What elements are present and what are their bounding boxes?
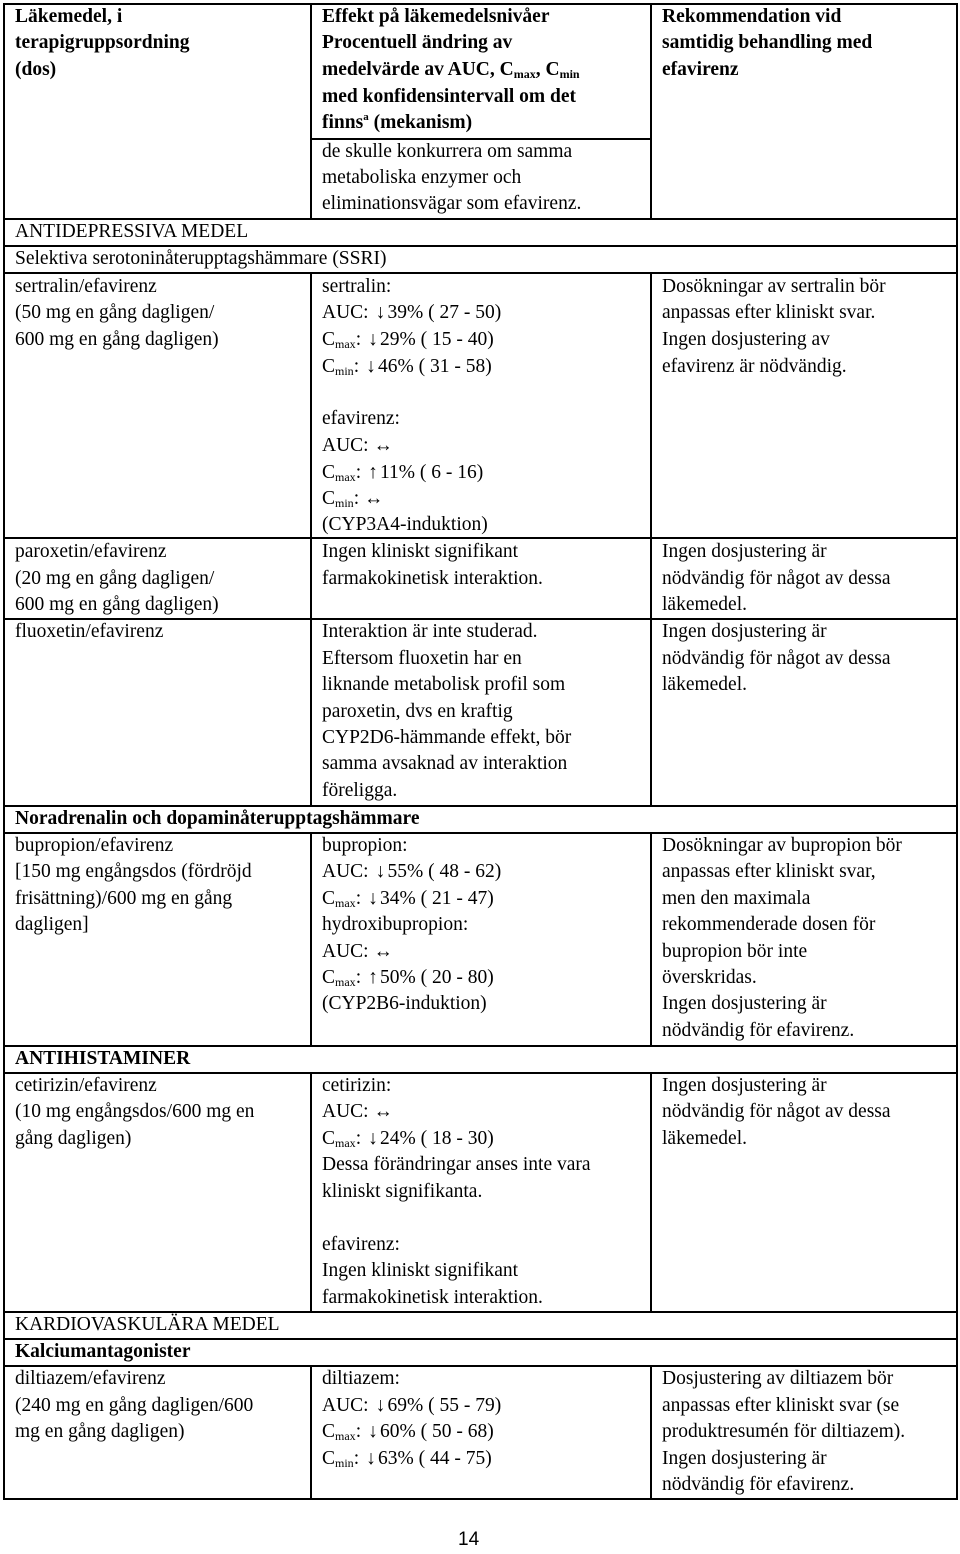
- section-heading-ssri: Selektiva serotoninåterupptagshämmare (SSRI): [15, 248, 387, 269]
- recommendation: anpassas efter kliniskt svar,: [662, 861, 876, 882]
- header-text: efavirenz: [662, 59, 739, 80]
- effect-text: paroxetin, dvs en kraftig: [322, 701, 513, 722]
- effect-text: Eftersom fluoxetin har en: [322, 648, 522, 669]
- drug-name: paroxetin/efavirenz: [15, 541, 167, 562]
- col-divider-1: [310, 3, 312, 220]
- recommendation: nödvändig för något av dessa: [662, 648, 891, 669]
- arrow-both-icon: ↔: [373, 435, 393, 456]
- drug-name: sertralin/efavirenz: [15, 276, 157, 297]
- col-divider-2: [650, 272, 652, 807]
- drug-dose: (20 mg en gång dagligen/: [15, 568, 215, 589]
- effect-cmax: $C_{max}$: ↑ 50% ( 20 - 80): [322, 965, 494, 992]
- drug-dose: [150 mg engångsdos (fördröjd: [15, 861, 252, 882]
- recommendation: nödvändig för efavirenz.: [662, 1474, 855, 1495]
- effect-label: bupropion:: [322, 835, 408, 856]
- effect-auc: AUC: ↓ 55% ( 48 - 62): [322, 859, 501, 886]
- recommendation: Ingen dosjustering av: [662, 329, 830, 350]
- arrow-both-icon: ↔: [373, 1101, 393, 1122]
- arrow-both-icon: ↔: [363, 488, 384, 509]
- arrow-down-icon: ↓: [375, 302, 386, 323]
- section-heading-antihistaminer: ANTIHISTAMINER: [15, 1048, 191, 1069]
- continuation-text: eliminationsvägar som efavirenz.: [322, 193, 582, 214]
- effect-mechanism: (CYP3A4-induktion): [322, 514, 488, 535]
- col-divider-2: [650, 832, 652, 1047]
- effect-label: cetirizin:: [322, 1075, 392, 1096]
- recommendation: efavirenz är nödvändig.: [662, 356, 847, 377]
- effect-text: CYP2D6-hämmande effekt, bör: [322, 727, 572, 748]
- arrow-down-icon: ↓: [368, 888, 378, 909]
- drug-dose: 600 mg en gång dagligen): [15, 329, 219, 350]
- arrow-both-icon: ↔: [373, 941, 393, 962]
- effect-text: Dessa förändringar anses inte vara: [322, 1154, 591, 1175]
- effect-label: efavirenz:: [322, 408, 400, 429]
- header-text: Läkemedel, i: [15, 6, 123, 27]
- recommendation: Ingen dosjustering är: [662, 541, 827, 562]
- recommendation: nödvändig för något av dessa: [662, 568, 891, 589]
- effect-text: Ingen kliniskt signifikant: [322, 1260, 519, 1281]
- effect-label: hydroxibupropion:: [322, 914, 469, 935]
- effect-cmax: $C_{max}$: ↑ 11% ( 6 - 16): [322, 460, 483, 487]
- col-divider-1: [310, 1365, 312, 1500]
- effect-text: liknande metabolisk profil som: [322, 674, 566, 695]
- recommendation: läkemedel.: [662, 1128, 747, 1149]
- page-number: 14: [458, 1529, 480, 1550]
- arrow-down-icon: ↓: [375, 1395, 386, 1416]
- recommendation: rekommenderade dosen för: [662, 914, 876, 935]
- drug-name: diltiazem/efavirenz: [15, 1368, 166, 1389]
- header-text: Rekommendation vid: [662, 6, 842, 27]
- recommendation: produktresumén för diltiazem).: [662, 1421, 906, 1442]
- effect-cmin: $C_{min}$: ↓ 46% ( 31 - 58): [322, 354, 492, 381]
- recommendation: nödvändig för något av dessa: [662, 1101, 891, 1122]
- recommendation: Ingen dosjustering är: [662, 1075, 827, 1096]
- effect-cmax: $C_{max}$: ↓ 60% ( 50 - 68): [322, 1419, 494, 1446]
- section-heading-kardiovaskulara: KARDIOVASKULÄRA MEDEL: [15, 1314, 280, 1335]
- arrow-down-icon: ↓: [375, 861, 386, 882]
- arrow-down-icon: ↓: [368, 1128, 378, 1149]
- effect-cmax: $C_{max}$: ↓ 34% ( 21 - 47): [322, 886, 494, 913]
- header-text: terapigruppsordning: [15, 32, 190, 53]
- recommendation: överskridas.: [662, 967, 757, 988]
- effect-text: farmakokinetisk interaktion.: [322, 568, 543, 589]
- arrow-up-icon: ↑: [368, 967, 378, 988]
- arrow-down-icon: ↓: [368, 329, 378, 350]
- drug-dose: 600 mg en gång dagligen): [15, 594, 219, 615]
- effect-auc: AUC: ↓ 39% ( 27 - 50): [322, 300, 501, 327]
- arrow-down-icon: ↓: [368, 1421, 378, 1442]
- recommendation: nödvändig för efavirenz.: [662, 1020, 855, 1041]
- effect-auc: AUC: ↓ 69% ( 55 - 79): [322, 1393, 501, 1420]
- recommendation: Dosökningar av bupropion bör: [662, 835, 902, 856]
- table-left-border: [3, 3, 5, 1500]
- drug-name: fluoxetin/efavirenz: [15, 621, 164, 642]
- col-divider-2: [650, 1365, 652, 1500]
- drug-dose: frisättning)/600 mg en gång: [15, 888, 233, 909]
- effect-mechanism: (CYP2B6-induktion): [322, 993, 487, 1014]
- recommendation: Ingen dosjustering är: [662, 621, 827, 642]
- recommendation: Dosjustering av diltiazem bör: [662, 1368, 894, 1389]
- recommendation: men den maximala: [662, 888, 811, 909]
- recommendation: läkemedel.: [662, 674, 747, 695]
- effect-text: Ingen kliniskt signifikant: [322, 541, 519, 562]
- drug-name: cetirizin/efavirenz: [15, 1075, 157, 1096]
- effect-label: efavirenz:: [322, 1234, 400, 1255]
- col-divider-1: [310, 832, 312, 1047]
- arrow-down-icon: ↓: [366, 1448, 376, 1469]
- effect-text: kliniskt signifikanta.: [322, 1181, 483, 1202]
- effect-cmax: $C_{max}$: ↓ 24% ( 18 - 30): [322, 1126, 494, 1153]
- effect-label: sertralin:: [322, 276, 392, 297]
- effect-auc: AUC: ↔: [322, 939, 387, 966]
- col-divider-2: [650, 1072, 652, 1313]
- header-text: (dos): [15, 59, 57, 80]
- header-text: finns$^a$ (mekanism): [322, 111, 473, 133]
- col-divider-2: [650, 3, 652, 220]
- header-text: Effekt på läkemedelsnivåer: [322, 6, 550, 27]
- section-heading-kalcium: Kalciumantagonister: [15, 1341, 191, 1362]
- header-text: med konfidensintervall om det: [322, 86, 577, 107]
- drug-name: bupropion/efavirenz: [15, 835, 174, 856]
- continuation-text: metaboliska enzymer och: [322, 167, 522, 188]
- effect-cmin: $C_{min}$: ↓ 63% ( 44 - 75): [322, 1446, 492, 1473]
- section-heading-antidepressiva: ANTIDEPRESSIVA MEDEL: [15, 221, 249, 242]
- recommendation: Ingen dosjustering är: [662, 993, 827, 1014]
- effect-text: samma avsaknad av interaktion: [322, 753, 568, 774]
- drug-dose: (50 mg en gång dagligen/: [15, 302, 215, 323]
- table-right-border: [956, 3, 958, 1500]
- effect-cmax: $C_{max}$: ↓ 29% ( 15 - 40): [322, 327, 494, 354]
- effect-text: Interaktion är inte studerad.: [322, 621, 538, 642]
- drug-dose: mg en gång dagligen): [15, 1421, 185, 1442]
- drug-dose: (240 mg en gång dagligen/600: [15, 1395, 254, 1416]
- header-text: medelvärde av AUC, $C_{max}$, $C_{min}$: [322, 59, 580, 81]
- recommendation: anpassas efter kliniskt svar (se: [662, 1395, 900, 1416]
- header-text: samtidig behandling med: [662, 32, 873, 53]
- col-divider-1: [310, 1072, 312, 1313]
- drug-dose: gång dagligen): [15, 1128, 132, 1149]
- recommendation: Ingen dosjustering är: [662, 1448, 827, 1469]
- arrow-down-icon: ↓: [366, 356, 376, 377]
- effect-label: diltiazem:: [322, 1368, 400, 1389]
- arrow-up-icon: ↑: [368, 462, 378, 483]
- header-text: Procentuell ändring av: [322, 32, 513, 53]
- effect-auc: AUC: ↔: [322, 433, 387, 460]
- recommendation: bupropion bör inte: [662, 941, 808, 962]
- effect-cmin: $C_{min}$: ↔: [322, 486, 378, 513]
- recommendation: anpassas efter kliniskt svar.: [662, 302, 876, 323]
- recommendation: Dosökningar av sertralin bör: [662, 276, 886, 297]
- drug-dose: dagligen]: [15, 914, 89, 935]
- continuation-text: de skulle konkurrera om samma: [322, 141, 573, 162]
- drug-dose: (10 mg engångsdos/600 mg en: [15, 1101, 255, 1122]
- section-heading-nora: Noradrenalin och dopaminåterupptagshämmare: [15, 808, 420, 829]
- col-divider-1: [310, 272, 312, 807]
- recommendation: läkemedel.: [662, 594, 747, 615]
- effect-text: farmakokinetisk interaktion.: [322, 1287, 543, 1308]
- effect-text: föreligga.: [322, 780, 398, 801]
- effect-auc: AUC: ↔: [322, 1099, 387, 1126]
